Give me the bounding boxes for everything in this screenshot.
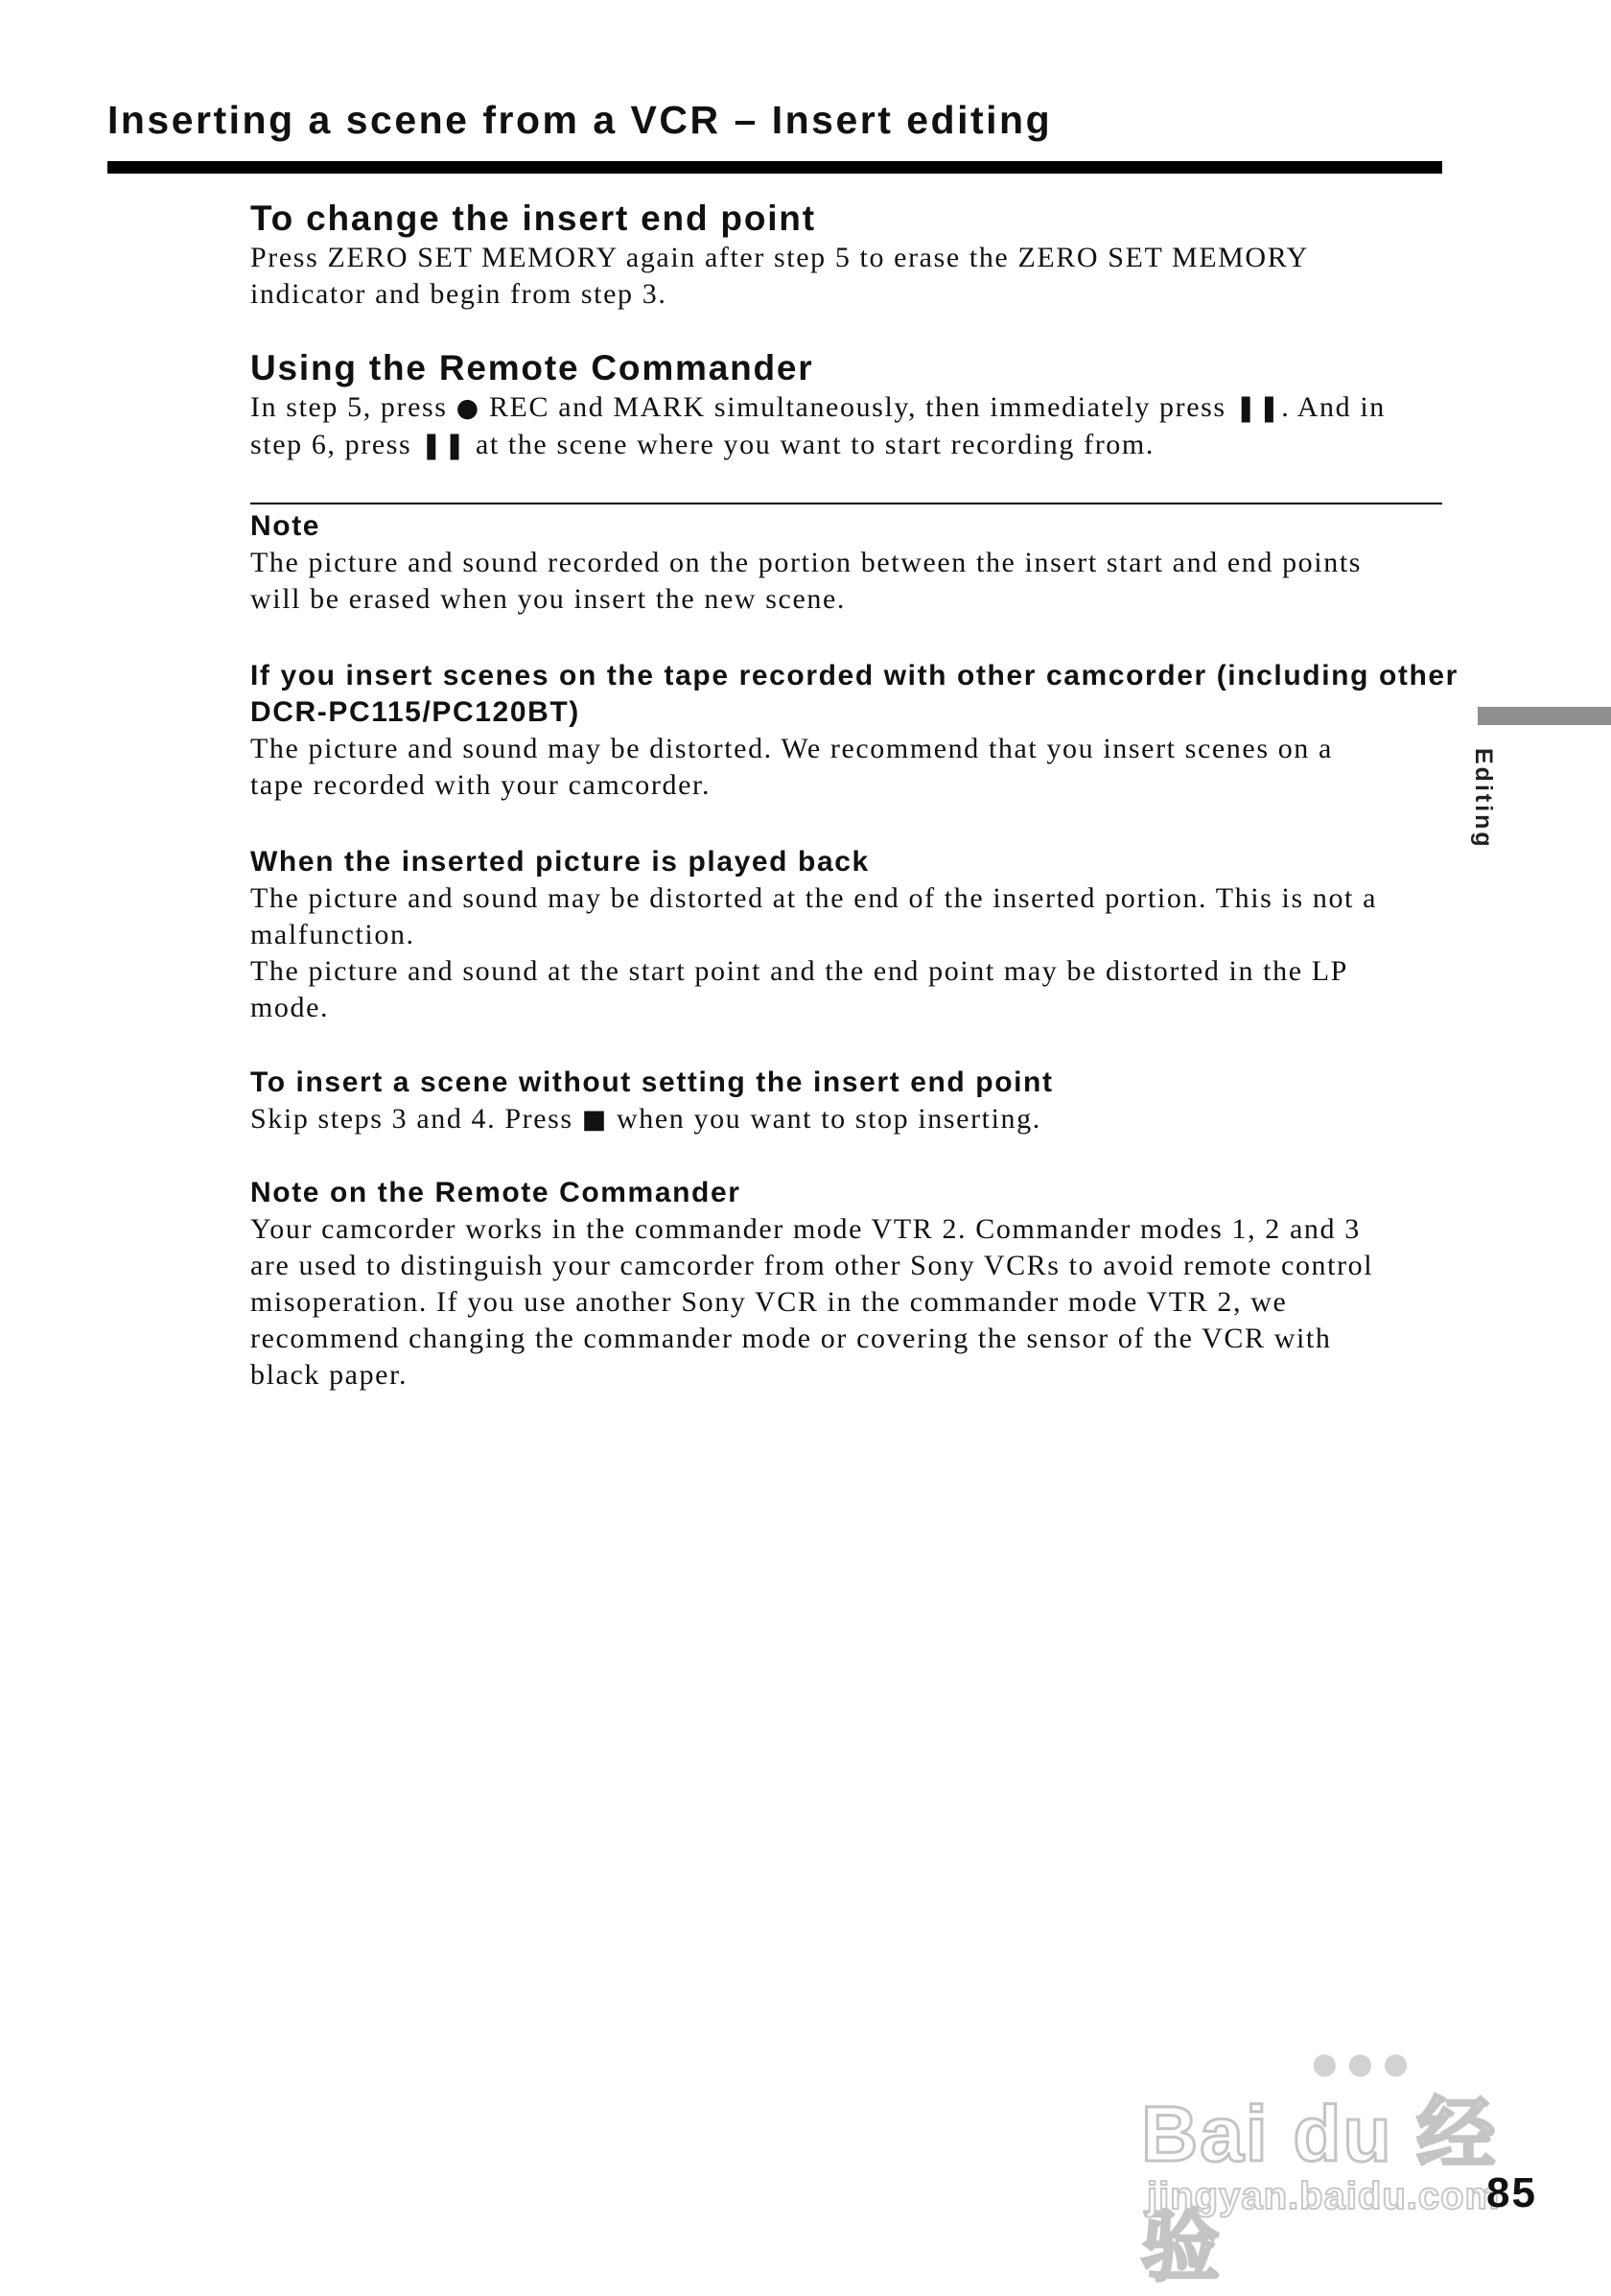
chapter-tab-label: Editing xyxy=(1470,748,1497,850)
body-line: The picture and sound recorded on the portion between the insert start and end points xyxy=(250,547,1363,578)
record-icon: ● xyxy=(455,393,480,423)
body-line xyxy=(250,427,1442,464)
section-heading: If you insert scenes on the tape recorded with other camcorder (including other xyxy=(250,660,1459,691)
section-note xyxy=(250,508,1442,618)
section-heading: When the inserted picture is played back xyxy=(250,846,870,878)
body-line xyxy=(250,1101,1442,1138)
section-without-end-point xyxy=(250,1065,1442,1138)
notes-divider xyxy=(250,503,1442,504)
watermark-brand: Bai du 经验 xyxy=(1141,2091,1498,2290)
page-title: Inserting a scene from a VCR – Insert editing xyxy=(107,98,1053,142)
title-rule xyxy=(107,161,1442,174)
page-number: 85 xyxy=(1486,2169,1537,2216)
body-line: are used to distinguish your camcorder from other Sony VCRs to avoid remote control xyxy=(250,1250,1374,1281)
section-heading: Note on the Remote Commander xyxy=(250,1177,741,1208)
body-text: Skip steps 3 and 4. Press xyxy=(250,1103,582,1135)
stop-icon: ■ xyxy=(581,1105,608,1135)
body-text: REC and MARK simultaneously, then immediately press xyxy=(479,391,1235,423)
section-heading: Note xyxy=(250,510,321,542)
body-line: indicator and begin from step 3. xyxy=(250,278,667,310)
body-line: recommend changing the commander mode or covering the sensor of the VCR with xyxy=(250,1323,1332,1354)
watermark xyxy=(1132,2033,1534,2290)
body-text: step 6, press xyxy=(250,429,421,460)
section-heading: To change the insert end point xyxy=(250,199,816,238)
body-line: Press ZERO SET MEMORY again after step 5 to erase the ZERO SET MEMORY xyxy=(250,242,1309,273)
body-line: The picture and sound at the start point and the end point may be distorted in the LP xyxy=(250,955,1348,987)
watermark-url: jingyan.baidu.com xyxy=(1147,2175,1501,2217)
section-played-back xyxy=(250,844,1442,1026)
body-line: black paper. xyxy=(250,1359,409,1391)
body-line: tape recorded with your camcorder. xyxy=(250,769,712,801)
body-text: at the scene where you want to start recording from. xyxy=(466,429,1155,460)
pause-icon: ❚❚ xyxy=(420,431,467,460)
body-text: . And in xyxy=(1281,391,1386,423)
section-remote-commander xyxy=(250,347,1442,464)
body-line: malfunction. xyxy=(250,919,415,950)
chapter-tab xyxy=(1478,707,1611,725)
body-line: mode. xyxy=(250,992,330,1023)
body-text: In step 5, press xyxy=(250,391,456,423)
body-line: will be erased when you insert the new scene. xyxy=(250,583,846,615)
body-text: when you want to stop inserting. xyxy=(607,1103,1041,1135)
section-note-remote xyxy=(250,1175,1442,1394)
pause-icon: ❚❚ xyxy=(1234,393,1282,423)
paw-icon: ● ● ● xyxy=(1309,2034,1412,2092)
section-change-end-point xyxy=(250,198,1442,313)
body-line: Your camcorder works in the commander mode VTR 2. Commander modes 1, 2 and 3 xyxy=(250,1213,1361,1245)
section-heading: Using the Remote Commander xyxy=(250,348,814,387)
section-other-camcorder xyxy=(250,658,1459,804)
section-heading: DCR-PC115/PC120BT) xyxy=(250,696,580,728)
body-line: The picture and sound may be distorted. We recommend that you insert scenes on a xyxy=(250,733,1333,764)
body-line xyxy=(250,389,1442,427)
body-line: The picture and sound may be distorted at the end of the inserted portion. This is not a xyxy=(250,882,1378,914)
body-line: misoperation. If you use another Sony VCR in the commander mode VTR 2, we xyxy=(250,1286,1288,1318)
section-heading: To insert a scene without setting the insert end point xyxy=(250,1066,1054,1098)
